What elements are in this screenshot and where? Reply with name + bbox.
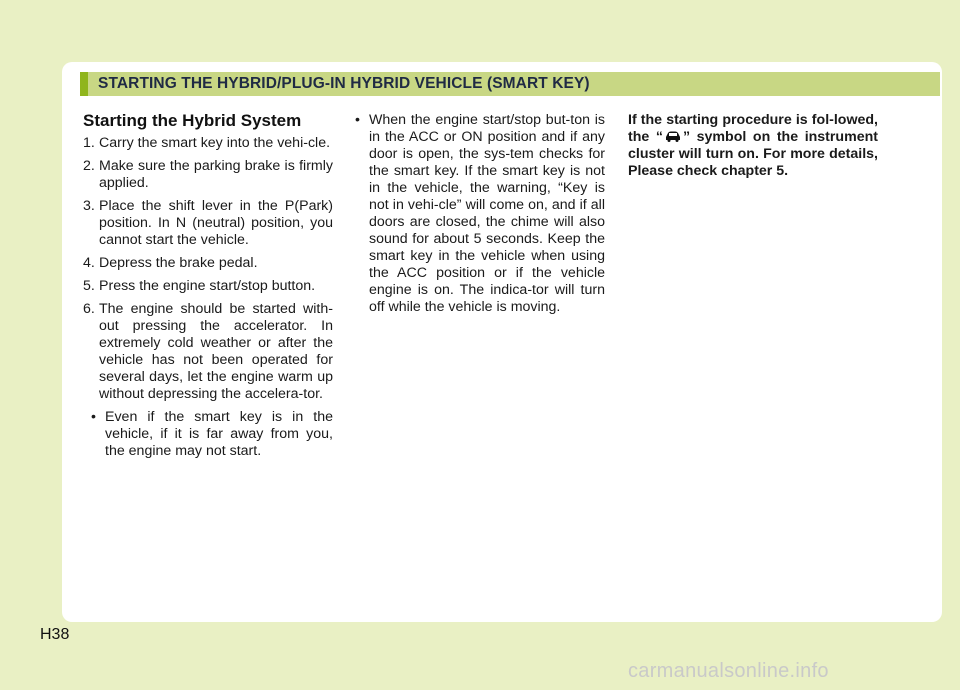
bullet-text: When the engine start/stop but-ton is in the ACC or ON position and if any door is open, the sys-tem checks for the smart key. If the smart key is not in the vehicle, the warning, “Key is not in vehi-cle” will come on, and if all doors are closed, the chime will also sound for about 5 seconds. Keep the smart key in the vehicle when using the ACC position or if the vehicle engine is on. The indica-tor will turn off while the vehicle is moving. bbox=[369, 112, 605, 315]
step-number: 4. bbox=[83, 255, 95, 271]
step-item bbox=[83, 255, 333, 272]
step-number: 5. bbox=[83, 278, 95, 294]
note-text-start: If the starting procedure is fol-lowed, the “ bbox=[628, 112, 878, 145]
bullet-dot: • bbox=[355, 112, 360, 128]
section-title: Starting the Hybrid System bbox=[83, 111, 302, 130]
step-item bbox=[83, 301, 333, 403]
step-number: 2. bbox=[83, 158, 95, 174]
step-item bbox=[83, 135, 333, 152]
bullet-dot: • bbox=[91, 409, 96, 425]
column-3 bbox=[628, 112, 878, 180]
step-text: Place the shift lever in the P(Park) position. In N (neutral) position, you cannot start the vehicle. bbox=[99, 198, 333, 248]
ready-car-icon bbox=[664, 130, 682, 142]
column-2 bbox=[355, 112, 605, 316]
bullet-text: Even if the smart key is in the vehicle, if it is far away from you, the engine may not start. bbox=[105, 409, 333, 459]
column-1 bbox=[83, 112, 333, 460]
header-accent bbox=[80, 72, 88, 96]
step-number: 6. bbox=[83, 301, 95, 317]
step-text: Press the engine start/stop button. bbox=[99, 278, 316, 294]
step-text: Depress the brake pedal. bbox=[99, 255, 258, 271]
step-item bbox=[83, 278, 333, 295]
bullet-item bbox=[91, 409, 333, 460]
step-text: The engine should be started with-out pressing the accelerator. In extremely cold weather or after the vehicle has not been operated for several days, let the engine warm up without depressing the accelera-tor. bbox=[99, 301, 333, 402]
page-number: H38 bbox=[40, 626, 70, 643]
step-item bbox=[83, 198, 333, 249]
step-text: Carry the smart key into the vehi-cle. bbox=[99, 135, 331, 151]
step-number: 1. bbox=[83, 135, 95, 151]
section-header-title: STARTING THE HYBRID/PLUG-IN HYBRID VEHICLE (SMART KEY) bbox=[98, 75, 590, 92]
step-number: 3. bbox=[83, 198, 95, 214]
watermark: carmanualsonline.info bbox=[628, 660, 829, 682]
step-item bbox=[83, 158, 333, 192]
note-text-end: ” symbol on the instrument cluster will turn on. For more details, Please check chapter 5. bbox=[628, 129, 878, 179]
step-text: Make sure the parking brake is firmly applied. bbox=[99, 158, 333, 191]
ready-indicator-note bbox=[628, 112, 878, 180]
section-header-bar bbox=[80, 72, 940, 96]
bullet-item bbox=[355, 112, 605, 316]
